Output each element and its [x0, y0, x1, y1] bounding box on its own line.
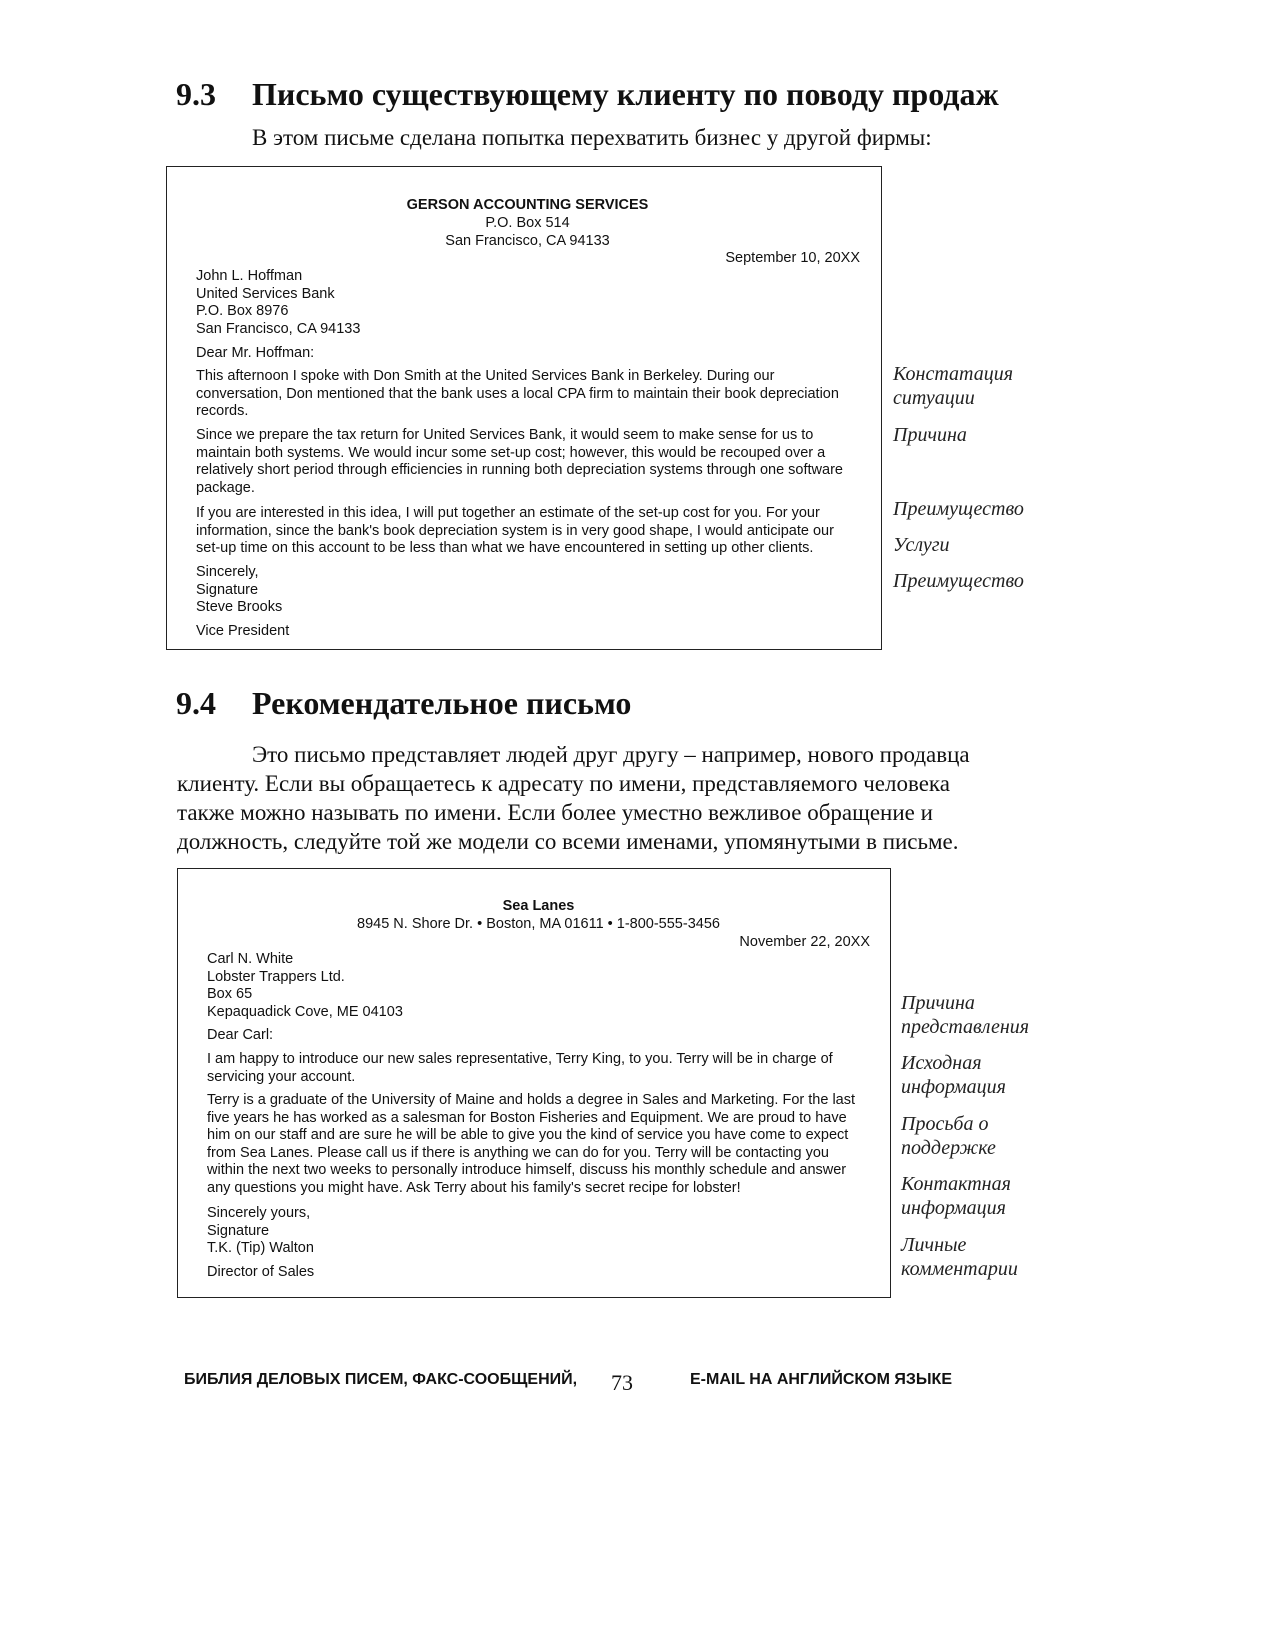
paragraph-line: maintain both systems. We would incur some set-up cost; however, this would be recouped over a — [196, 444, 826, 461]
paragraph-line: должность, следуйте той же модели со всеми именами, упомянутыми в письме. — [177, 829, 959, 854]
paragraph-line: Это письмо представляет людей друг другу – например, нового продавца — [252, 742, 970, 767]
letter-signer-title: Vice President — [196, 623, 290, 639]
footer-left-text: БИБЛИЯ ДЕЛОВЫХ ПИСЕМ, ФАКС-СООБЩЕНИЙ, — [184, 1371, 578, 1388]
paragraph-line: within the next two weeks to personally introduce himself, discuss his monthly schedule and answer — [207, 1162, 847, 1178]
side-note: Преимущество — [893, 570, 1024, 592]
recipient-line: Lobster Trappers Ltd. — [207, 968, 345, 985]
letter-company: GERSON ACCOUNTING SERVICES — [406, 197, 649, 213]
letter-address-line: P.O. Box 514 — [485, 215, 570, 231]
paragraph-line: him on our staff and are sure he will be able to give you the kind of service you have come to expect — [207, 1127, 849, 1143]
paragraph-line: any questions you might have. Ask Terry about his family's secret recipe for lobster! — [207, 1179, 741, 1196]
side-note: комментарии — [901, 1258, 1018, 1280]
paragraph-line: If you are interested in this idea, I will put together an estimate of the set-up cost for you. For your — [196, 505, 820, 521]
paragraph-line: relatively short period through efficiencies in running both depreciation systems through one software — [196, 462, 843, 478]
section-title: Письмо существующему клиенту по поводу продаж — [252, 76, 999, 112]
letter-signature: Signature — [196, 582, 259, 598]
recipient-line: P.O. Box 8976 — [196, 303, 289, 319]
paragraph-line: клиенту. Если вы обращаетесь к адресату по имени, представляемого человека — [177, 771, 950, 796]
side-note: информация — [901, 1197, 1006, 1219]
letter-paragraph — [196, 505, 834, 558]
section-title: Рекомендательное письмо — [252, 685, 632, 721]
letter-company: Sea Lanes — [502, 898, 575, 914]
letter-closing: Sincerely, — [196, 564, 259, 580]
letter-signature: Signature — [207, 1223, 270, 1239]
recipient-line: Kepaquadick Cove, ME 04103 — [207, 1003, 403, 1020]
letter-signer: T.K. (Tip) Walton — [207, 1240, 314, 1256]
recipient-line: San Francisco, CA 94133 — [196, 320, 361, 337]
side-note: представления — [901, 1016, 1030, 1038]
letter-recipient — [207, 951, 403, 1021]
side-note: Контактная — [901, 1173, 1011, 1195]
side-note: Услуги — [893, 534, 950, 556]
paragraph-line: I am happy to introduce our new sales representative, Terry King, to you. Terry will be in charge of — [207, 1051, 833, 1067]
paragraph-line: records. — [196, 403, 249, 419]
recipient-line: Carl N. White — [207, 951, 294, 967]
letter-salutation: Dear Carl: — [207, 1027, 274, 1043]
section-number: 9.4 — [176, 685, 216, 721]
letter-closing: Sincerely yours, — [207, 1205, 311, 1221]
letter-address-line: 8945 N. Shore Dr. • Boston, MA 01611 • 1-800-555-3456 — [357, 916, 720, 932]
letter-paragraph — [207, 1051, 833, 1086]
side-note: Констатация — [893, 363, 1013, 385]
side-note: Преимущество — [893, 498, 1024, 520]
paragraph-line: Terry is a graduate of the University of Maine and holds a degree in Sales and Marketing. For the last — [207, 1092, 856, 1108]
recipient-line: Box 65 — [207, 986, 253, 1002]
letter-salutation: Dear Mr. Hoffman: — [196, 345, 315, 361]
paragraph-line: five years he has worked as a salesman for Boston Fisheries and Equipment. We are proud to have — [207, 1109, 847, 1126]
paragraph-line: conversation, Don mentioned that the bank uses a local CPA firm to maintain their book depreciation — [196, 385, 839, 402]
letter-date: November 22, 20XX — [739, 934, 870, 950]
side-note: Причина — [901, 992, 975, 1014]
page-number: 73 — [611, 1370, 633, 1395]
side-note: поддержке — [901, 1137, 996, 1159]
paragraph-line: package. — [196, 479, 255, 496]
paragraph-line: This afternoon I spoke with Don Smith at the United Services Bank in Berkeley. During our — [196, 368, 775, 384]
side-note: Исходная — [901, 1052, 982, 1074]
letter-signer-title: Director of Sales — [207, 1264, 315, 1280]
letter-date: September 10, 20XX — [725, 250, 860, 266]
side-note: ситуации — [893, 387, 975, 409]
section-paragraph — [177, 740, 1069, 856]
letter-paragraph — [196, 427, 843, 497]
recipient-line: United Services Bank — [196, 285, 335, 302]
letter-address-line: San Francisco, CA 94133 — [445, 233, 610, 249]
paragraph-line: servicing your account. — [207, 1068, 356, 1085]
letter-signer: Steve Brooks — [196, 599, 283, 615]
side-note: Личные — [901, 1234, 967, 1256]
section-number: 9.3 — [176, 76, 216, 112]
paragraph-line: set-up time on this account to be less than what we have encountered in setting up other clients. — [196, 540, 814, 556]
paragraph-line: Since we prepare the tax return for United Services Bank, it would seem to make sense for us to — [196, 427, 814, 443]
recipient-line: John L. Hoffman — [196, 268, 303, 284]
paragraph-line: from Sea Lanes. Please call us if there is anything we can do for you. Terry will be contacting you — [207, 1144, 829, 1161]
section-intro: В этом письме сделана попытка перехватить бизнес у другой фирмы: — [252, 125, 932, 150]
letter-recipient — [196, 268, 360, 338]
letter-paragraph — [207, 1092, 855, 1197]
paragraph-line: information, since the bank's book depreciation system is in very good shape, I would anticipate our — [196, 522, 834, 539]
paragraph-line: также можно называть по имени. Если более уместно вежливое обращение и — [177, 800, 933, 825]
footer-right-text: E-MAIL НА АНГЛИЙСКОМ ЯЗЫКЕ — [690, 1371, 952, 1388]
letter-paragraph — [196, 368, 839, 421]
side-note: информация — [901, 1076, 1006, 1098]
side-note: Причина — [893, 424, 967, 446]
side-note: Просьба о — [901, 1113, 989, 1135]
